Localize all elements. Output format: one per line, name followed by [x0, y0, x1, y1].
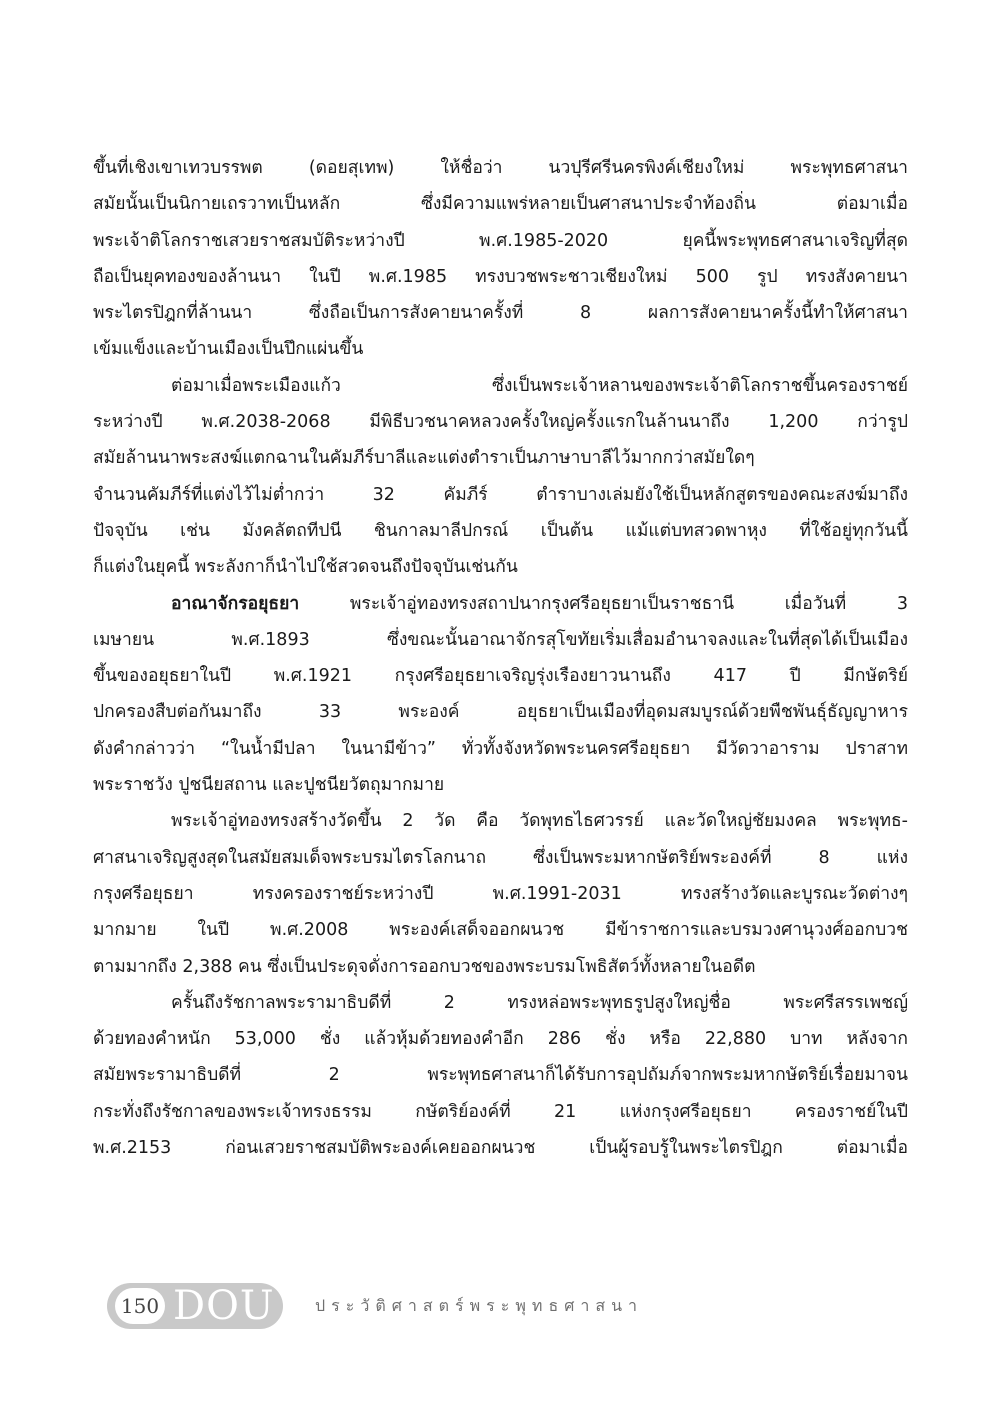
page-footer [107, 1281, 643, 1331]
text-line: ด้วยทองคำหนัก 53,000 ชั่ง แล้วหุ้มด้วยทองคำอีก 286 ชั่ง หรือ 22,880 บาท หลังจาก [93, 1029, 908, 1050]
text-line: ครั้นถึงรัชกาลพระรามาธิบดีที่ 2 ทรงหล่อพระพุทธรูปสูงใหญ่ชื่อ พระศรีสรรเพชญ์ [171, 992, 908, 1013]
text-line: สมัยนั้นเป็นนิกายเถรวาทเป็นหลัก ซึ่งมีความแพร่หลายเป็นศาสนาประจำท้องถิ่น ต่อมาเมื่อ [93, 194, 908, 215]
paragraph-ramathibodi-ii [93, 985, 908, 1166]
paragraph-phra-mueang-kaeo [93, 368, 908, 586]
text-line: พระราชวัง ปูชนียสถาน และปูชนียวัตถุมากมาย [93, 775, 445, 796]
text-line: ศาสนาเจริญสูงสุดในสมัยสมเด็จพระบรมไตรโลกนาถ ซึ่งเป็นพระมหากษัตริย์พระองค์ที่ 8 แห่ง [93, 847, 908, 868]
text-line [93, 586, 908, 622]
text-line: ปกครองสืบต่อกันมาถึง 33 พระองค์ อยุธยาเป็นเมืองที่อุดมสมบูรณ์ด้วยพืชพันธุ์ธัญญาหาร [93, 702, 908, 723]
text-line: เข้มแข็งและบ้านเมืองเป็นปึกแผ่นขึ้น [93, 339, 364, 360]
text-line: กระทั่งถึงรัชกาลของพระเจ้าทรงธรรม กษัตริย์องค์ที่ 21 แห่งกรุงศรีอยุธยา ครองราชย์ในปี [93, 1101, 908, 1122]
book-title: ประวัติศาสตร์พระพุทธศาสนา [315, 1295, 644, 1315]
text-line: สมัยพระรามาธิบดีที่ 2 พระพุทธศาสนาก็ได้รับการอุปถัมภ์จากพระมหากษัตริย์เรื่อยมาจน [93, 1065, 908, 1086]
brand-logo: DOU [173, 1283, 275, 1329]
section-heading: อาณาจักรอยุธยา [171, 593, 300, 614]
text-line: ขึ้นที่เชิงเขาเทวบรรพต (ดอยสุเทพ) ให้ชื่อว่า นวปุรีศรีนครพิงค์เชียงใหม่ พระพุทธศาสนา [93, 158, 908, 178]
text-line: พระไตรปิฎกที่ล้านนา ซึ่งถือเป็นการสังคายนาครั้งที่ 8 ผลการสังคายนาครั้งนี้ทำให้ศาสนา [93, 303, 908, 324]
text-line: เมษายน พ.ศ.1893 ซึ่งขณะนั้นอาณาจักรสุโขทัยเริ่มเสื่อมอำนาจลงและในที่สุดได้เป็นเมือง [93, 629, 908, 650]
text-line: ก็แต่งในยุคนี้ พระลังกาก็นำไปใช้สวดจนถึงปัจจุบันเช่นกัน [93, 557, 518, 578]
text-line: กรุงศรีอยุธยา ทรงครองราชย์ระหว่างปี พ.ศ.1991-2031 ทรงสร้างวัดและบูรณะวัดต่างๆ [93, 883, 908, 904]
text-line: ระหว่างปี พ.ศ.2038-2068 มีพิธีบวชนาคหลวงครั้งใหญ่ครั้งแรกในล้านนาถึง 1,200 กว่ารูป [93, 412, 908, 433]
heading-line-rest: พระเจ้าอู่ทองทรงสถาปนากรุงศรีอยุธยาเป็นราชธานี เมื่อวันที่ 3 [299, 593, 908, 614]
text-line: ตามมากถึง 2,388 คน ซึ่งเป็นประดุจดั่งการออกบวชของพระบรมโพธิสัตว์ทั้งหลายในอดีต [93, 956, 756, 977]
text-line: จำนวนคัมภีร์ที่แต่งไว้ไม่ต่ำกว่า 32 คัมภีร์ ตำราบางเล่มยังใช้เป็นหลักสูตรของคณะสงฆ์มาถึง [93, 484, 908, 505]
text-line: สมัยล้านนาพระสงฆ์แตกฉานในคัมภีร์บาลีและแต่งตำราเป็นภาษาบาลีไว้มากกว่าสมัยใดๆ [93, 448, 755, 469]
footer-badge [107, 1283, 283, 1329]
text-line: พระเจ้าอู่ทองทรงสร้างวัดขึ้น 2 วัด คือ วัดพุทธไธศวรรย์ และวัดใหญ่ชัยมงคล พระพุทธ- [171, 811, 908, 832]
text-line: ขึ้นของอยุธยาในปี พ.ศ.1921 กรุงศรีอยุธยาเจริญรุ่งเรืองยาวนานถึง 417 ปี มีกษัตริย์ [93, 666, 908, 687]
text-line: ดังคำกล่าวว่า “ในน้ำมีปลา ในนามีข้าว” ทั่วทั้งจังหวัดพระนครศรีอยุธยา มีวัดวาอาราม ปราสาท [93, 738, 908, 759]
text-line: พ.ศ.2153 ก่อนเสวยราชสมบัติพระองค์เคยออกผนวช เป็นผู้รอบรู้ในพระไตรปิฎก ต่อมาเมื่อ [93, 1138, 908, 1159]
page-body [93, 150, 908, 1166]
text-line: มากมาย ในปี พ.ศ.2008 พระองค์เสด็จออกผนวช มีข้าราชการและบรมวงศานุวงศ์ออกบวช [93, 920, 908, 941]
paragraph-u-thong-temples [93, 803, 908, 984]
text-line: ต่อมาเมื่อพระเมืองแก้ว ซึ่งเป็นพระเจ้าหลานของพระเจ้าติโลกราชขึ้นครองราชย์ [171, 375, 908, 396]
text-line: พระเจ้าติโลกราชเสวยราชสมบัติระหว่างปี พ.ศ.1985-2020 ยุคนี้พระพุทธศาสนาเจริญที่สุด [93, 230, 908, 251]
text-line: ถือเป็นยุคทองของล้านนา ในปี พ.ศ.1985 ทรงบวชพระชาวเชียงใหม่ 500 รูป ทรงสังคายนา [93, 266, 908, 287]
text-line: ปัจจุบัน เช่น มังคลัตถทีปนี ชินกาลมาลีปกรณ์ เป็นต้น แม้แต่บทสวดพาหุง ที่ใช้อยู่ทุกวันนี้ [93, 520, 908, 541]
paragraph-lanna-tilokarat [93, 150, 908, 368]
page-number: 150 [115, 1288, 165, 1324]
paragraph-ayutthaya-kingdom [93, 586, 908, 804]
